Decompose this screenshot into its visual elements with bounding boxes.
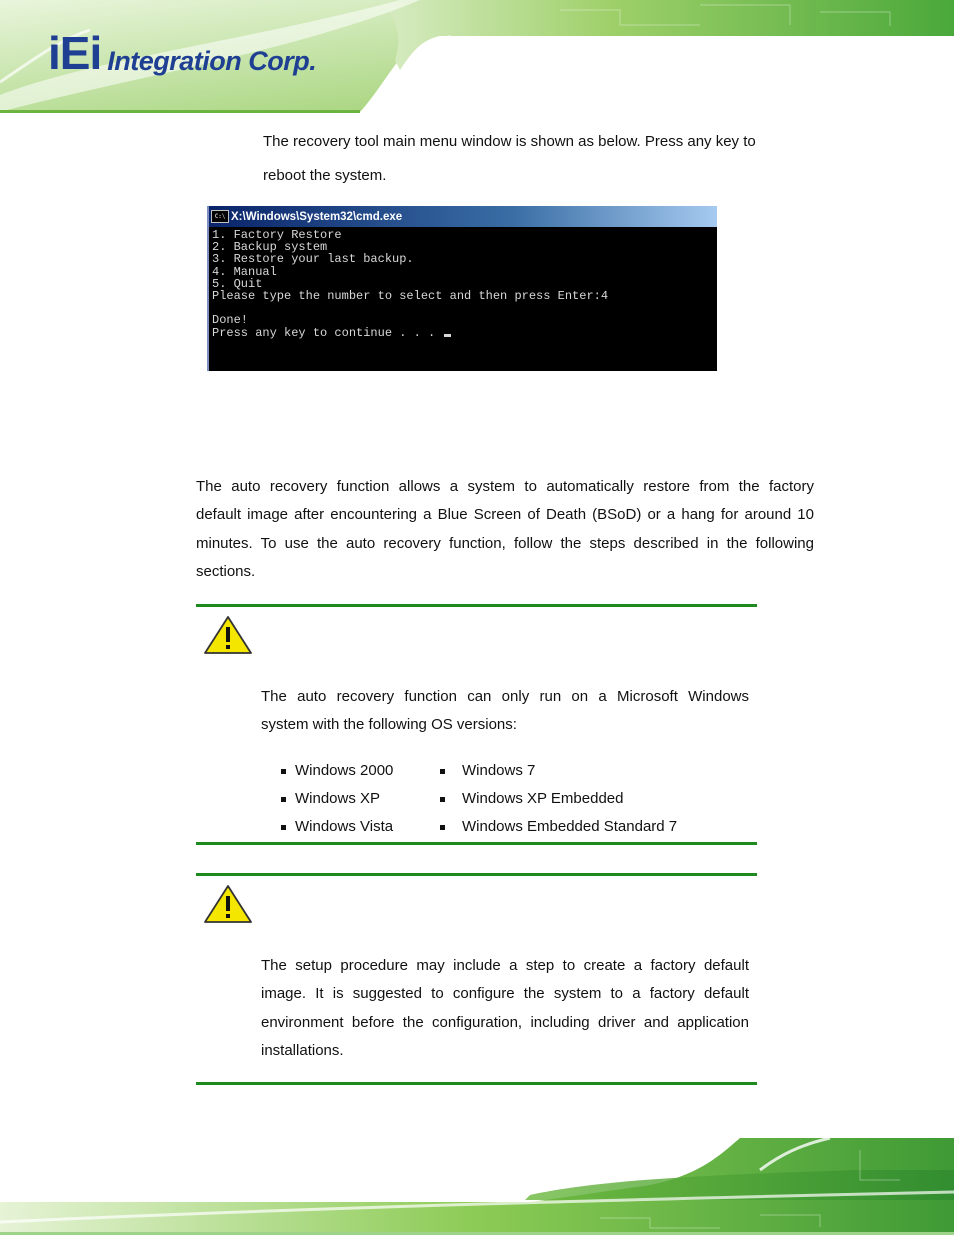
bullet bbox=[281, 825, 286, 830]
warning-triangle-icon bbox=[203, 615, 253, 655]
cmd-title: X:\Windows\System32\cmd.exe bbox=[231, 210, 403, 223]
bullet bbox=[281, 769, 286, 774]
warning-2-line-1: The setup procedure may include a step to create a factory default bbox=[261, 957, 749, 974]
footer-banner bbox=[0, 1130, 954, 1235]
warning-1-bottom-rule bbox=[196, 842, 757, 845]
warning-2-text bbox=[261, 952, 749, 1065]
intro-line-2: reboot the system. bbox=[263, 167, 387, 184]
warning-1-line-1: The auto recovery function can only run on a Microsoft Windows bbox=[261, 688, 749, 705]
auto-recovery-line-1: The auto recovery function allows a system to automatically restore from the factory bbox=[196, 478, 814, 495]
cmd-line: 3. Restore your last backup. bbox=[212, 252, 414, 267]
warning-1-text bbox=[261, 683, 749, 740]
cmd-line: 5. Quit bbox=[212, 276, 263, 291]
cmd-title-bar bbox=[209, 206, 717, 227]
cursor bbox=[444, 334, 451, 337]
auto-recovery-line-3: minutes. To use the auto recovery function, follow the steps described in the following bbox=[196, 534, 814, 552]
warning-1-line-2: system with the following OS versions: bbox=[261, 716, 517, 734]
warning-triangle-icon bbox=[203, 884, 253, 924]
os-name: Windows Vista bbox=[295, 818, 394, 835]
os-list-item bbox=[281, 789, 380, 809]
warning-2-line-4: installations. bbox=[261, 1041, 344, 1059]
cmd-line bbox=[212, 302, 717, 314]
bullet bbox=[440, 769, 445, 774]
cmd-line: 4. Manual bbox=[212, 264, 277, 279]
auto-recovery-line-4: sections. bbox=[196, 562, 256, 580]
cmd-prompt: Press any key to continue . . . bbox=[212, 325, 443, 340]
cmd-line-last bbox=[212, 327, 717, 339]
os-name: Windows Embedded Standard 7 bbox=[462, 818, 678, 835]
auto-recovery-paragraph bbox=[196, 473, 814, 586]
cmd-line: Done! bbox=[212, 313, 249, 328]
bullet bbox=[281, 797, 286, 802]
os-list-item bbox=[281, 817, 393, 837]
bullet bbox=[440, 797, 445, 802]
logo-mark: iEi bbox=[48, 27, 102, 79]
auto-recovery-line-2: default image after encountering a Blue Screen of Death (BSoD) or a hang for around 10 bbox=[196, 506, 814, 524]
warning-2-line-2: image. It is suggested to configure the system to a factory default bbox=[261, 985, 749, 1003]
os-name: Windows XP bbox=[295, 790, 381, 807]
warning-2-bottom-rule bbox=[196, 1082, 757, 1085]
os-name: Windows 2000 bbox=[295, 762, 394, 779]
os-list-item bbox=[440, 761, 535, 781]
os-name: Windows 7 bbox=[462, 762, 536, 779]
cmd-line: Please type the number to select and then press Enter:4 bbox=[212, 289, 609, 304]
os-list-item bbox=[281, 761, 393, 781]
cmd-window bbox=[207, 206, 717, 371]
warning-1-top-rule bbox=[196, 604, 757, 607]
cmd-line: 1. Factory Restore bbox=[212, 228, 342, 242]
cmd-line: 2. Backup system bbox=[212, 240, 328, 255]
os-list-item bbox=[440, 817, 677, 837]
os-list-item bbox=[440, 789, 623, 809]
logo-text: Integration Corp. bbox=[107, 46, 317, 76]
warning-2-top-rule bbox=[196, 873, 757, 876]
company-logo bbox=[48, 26, 317, 79]
bullet bbox=[440, 825, 445, 830]
cmd-icon: C:\ bbox=[211, 210, 229, 223]
warning-2-line-3: environment before the configuration, including driver and application bbox=[261, 1013, 749, 1031]
intro-line-1: The recovery tool main menu window is shown as below. Press any key to bbox=[263, 133, 756, 150]
cmd-output bbox=[209, 227, 717, 339]
os-name: Windows XP Embedded bbox=[462, 790, 624, 807]
